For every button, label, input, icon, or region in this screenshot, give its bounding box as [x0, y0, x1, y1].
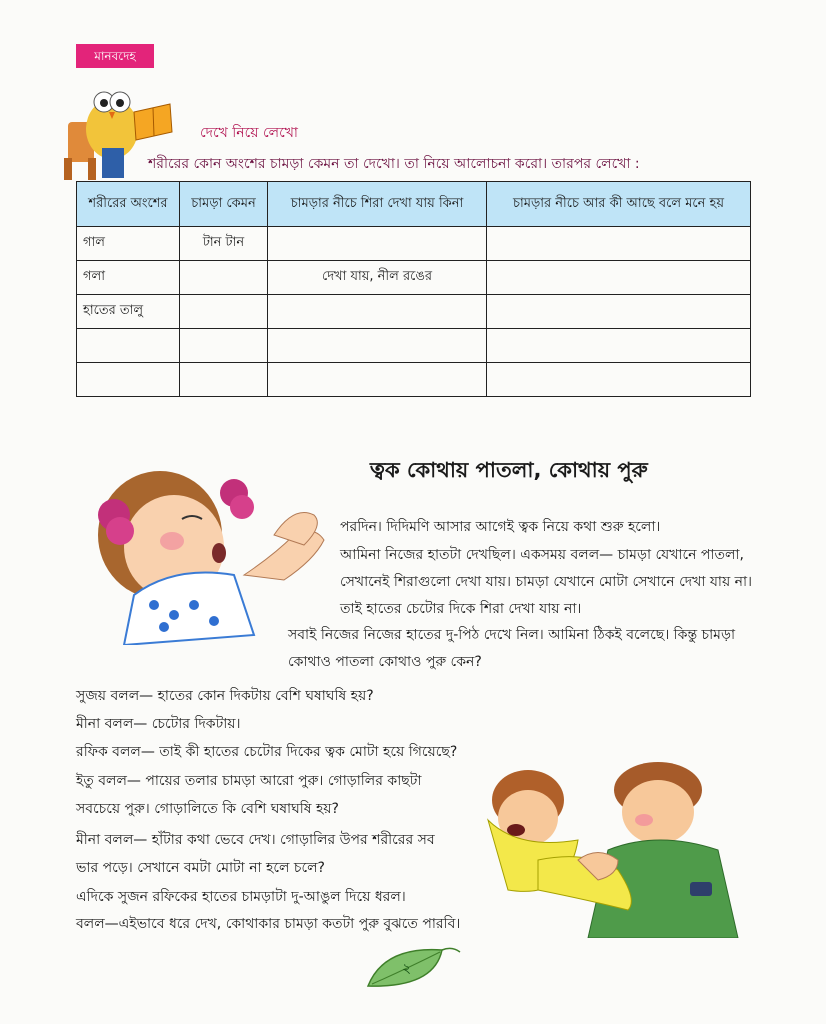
paragraph: সবাই নিজের নিজের হাতের দু-পিঠ দেখে নিল। আমিনা ঠিকই বলেছে। কিন্তু চামড়া কোথাও পাতলা কোথাও পুরু কেন? [288, 627, 736, 670]
table-row [77, 363, 751, 397]
header-skin-type: চামড়া কেমন [180, 182, 268, 227]
table-cell [180, 261, 268, 295]
instruction-text: শরীরের কোন অংশের চামড়া কেমন তা দেখো। তা নিয়ে আলোচনা করো। তারপর লেখো : [148, 156, 640, 172]
girl-illustration [74, 455, 336, 645]
table-cell: দেখা যায়, নীল রঙের [268, 261, 487, 295]
boys-illustration [468, 760, 758, 938]
header-body-part: শরীরের অংশের [77, 182, 180, 227]
table-cell: গলা [77, 261, 180, 295]
table-cell [180, 329, 268, 363]
dialogue-line: সুজয় বলল— হাতের কোন দিকটায় বেশি ঘষাঘষি হয়? [76, 688, 374, 704]
observation-table [76, 181, 751, 397]
table-cell [487, 329, 751, 363]
dialogue-line: বলল—এইভাবে ধরে দেখ, কোথাকার চামড়া কতটা পুরু বুঝতে পারবি। [76, 916, 461, 932]
table-cell [180, 363, 268, 397]
chapter-tag: মানবদেহ [76, 44, 154, 68]
leaf-icon [364, 944, 462, 994]
table-cell [268, 227, 487, 261]
dialogue-line: মীনা বলল— চেটোর দিকটায়। [76, 716, 241, 732]
header-veins-visible: চামড়ার নীচে শিরা দেখা যায় কিনা [268, 182, 487, 227]
dialogue-line: রফিক বলল— তাই কী হাতের চেটোর দিকের ত্বক মোটা হয়ে গিয়েছে? [76, 744, 458, 760]
table-cell: হাতের তালু [77, 295, 180, 329]
table-cell [77, 329, 180, 363]
table-row [77, 227, 751, 261]
table-cell [487, 363, 751, 397]
header-under-skin: চামড়ার নীচে আর কী আছে বলে মনে হয় [487, 182, 751, 227]
table-cell [487, 261, 751, 295]
table-cell: টান টান [180, 227, 268, 261]
dialogue-line: ভার পড়ে। সেখানে বমটা মোটা না হলে চলে? [76, 860, 325, 876]
dialogue-line: সবচেয়ে পুরু। গোড়ালিতে কি বেশি ঘষাঘষি হয়? [76, 801, 339, 817]
page-number: ২ [402, 961, 412, 977]
table-cell [268, 295, 487, 329]
table-cell [487, 227, 751, 261]
subheading: দেখে নিয়ে লেখো [200, 125, 298, 141]
paragraph: পরদিন। দিদিমণি আসার আগেই ত্বক নিয়ে কথা শুরু হলো। [340, 519, 661, 535]
table-cell [268, 363, 487, 397]
table-row [77, 261, 751, 295]
dialogue-line: ইতু বলল— পায়ের তলার চামড়া আরো পুরু। গোড়ালির কাছটা [76, 773, 422, 789]
table-cell [77, 363, 180, 397]
paragraph: আমিনা নিজের হাতটা দেখছিল। একসময় বলল— চামড়া যেখানে পাতলা, সেখানেই শিরাগুলো দেখা যায়। চামড়া যেখানে মোটা সেখানে দেখা যায় না। তাই হাতের চেটোর দিকে শিরা দেখা যায় না। [340, 547, 753, 617]
table-cell [268, 329, 487, 363]
table-cell [487, 295, 751, 329]
dialogue-line: এদিকে সুজন রফিকের হাতের চামড়াটা দু-আঙুল দিয়ে ধরল। [76, 889, 406, 905]
dialogue-line: মীনা বলল— হাঁটার কথা ভেবে দেখ। গোড়ালির উপর শরীরের সব [76, 832, 435, 848]
table-cell [180, 295, 268, 329]
table-cell: গাল [77, 227, 180, 261]
section-title: ত্বক কোথায় পাতলা, কোথায় পুরু [370, 458, 648, 482]
table-row [77, 295, 751, 329]
table-row [77, 329, 751, 363]
